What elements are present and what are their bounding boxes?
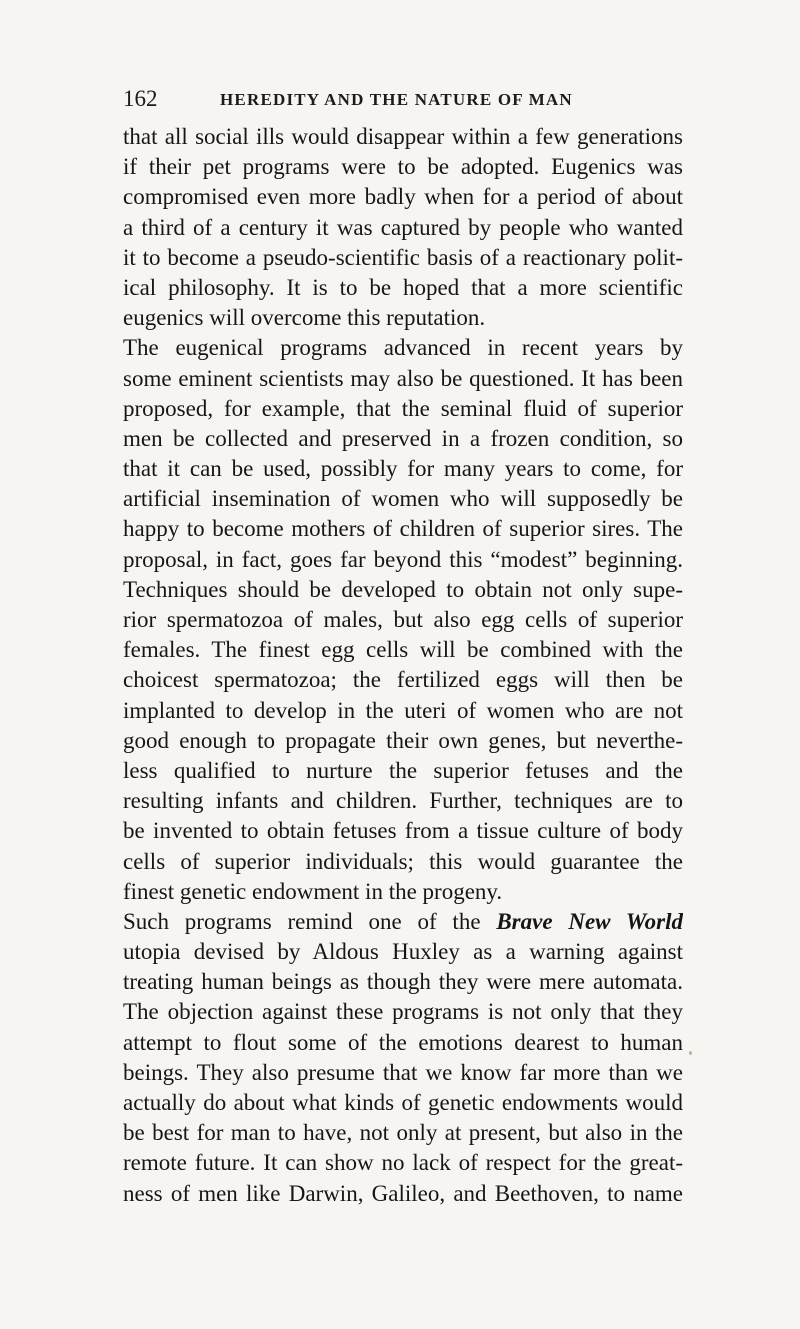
running-head: HEREDITY AND THE NATURE OF MAN: [220, 90, 573, 109]
text-line: The objection against these programs is not only that they: [123, 999, 683, 1025]
text-line-with-title: [123, 907, 683, 937]
text-line: rior spermatozoa of males, but also egg cells of superior: [123, 607, 683, 632]
text-line: that it can be used, possibly for many years to come, for: [123, 456, 683, 482]
text-line: less qualified to nurture the superior fetuses and the: [123, 757, 683, 783]
text-line: remote future. It can show no lack of respect for the great-: [123, 1150, 683, 1176]
page-number: 162: [123, 86, 158, 111]
text-line: choicest spermatozoa; the fertilized eggs will then be: [123, 667, 683, 693]
page-header: [123, 84, 690, 114]
text-line: finest genetic endowment in the progeny.: [123, 878, 503, 904]
text-line: good enough to propagate their own genes, but neverthe-: [123, 727, 683, 753]
text-line: resulting infants and children. Further, techniques are to: [123, 788, 683, 814]
text-line: a third of a century it was captured by people who wanted: [123, 214, 683, 240]
text-line: if their pet programs were to be adopted. Eugenics was: [123, 154, 683, 180]
text-line: cells of superior individuals; this would guarantee the: [123, 848, 683, 874]
text-line: proposed, for example, that the seminal fluid of superior: [123, 395, 683, 421]
text-line: The eugenical programs advanced in recent years by: [123, 335, 683, 361]
text-line: beings. They also presume that we know far more than we: [123, 1059, 683, 1085]
text-line: that all social ills would disappear within a few generations: [123, 124, 683, 149]
body-text: [123, 122, 683, 1209]
line-lead-text: Such programs remind one of the: [123, 908, 497, 934]
text-line: ness of men like Darwin, Galileo, and Beethoven, to name: [123, 1180, 683, 1206]
text-line: some eminent scientists may also be questioned. It has been: [123, 365, 683, 391]
text-line: it to become a pseudo-scientific basis of a reactionary polit-: [123, 244, 683, 270]
text-line: men be collected and preserved in a frozen condition, so: [123, 425, 683, 451]
text-line: females. The finest egg cells will be combined with the: [123, 637, 683, 663]
text-line: utopia devised by Aldous Huxley as a warning against: [123, 939, 683, 965]
text-line: Techniques should be developed to obtain not only supe-: [123, 576, 683, 602]
text-line: be invented to obtain fetuses from a tissue culture of body: [123, 818, 683, 844]
text-line: implanted to develop in the uteri of women who are not: [123, 697, 683, 723]
text-line: artificial insemination of women who will supposedly be: [123, 486, 683, 512]
text-line: proposal, in fact, goes far beyond this “modest” beginning.: [123, 546, 683, 572]
text-line: treating human beings as though they were mere automata.: [123, 969, 683, 995]
paper-speck: [689, 1051, 692, 1055]
text-line: ical philosophy. It is to be hoped that a more scientific: [123, 274, 683, 300]
text-line: compromised even more badly when for a period of about: [123, 184, 683, 210]
text-line: actually do about what kinds of genetic endowments would: [123, 1090, 683, 1115]
italic-book-title: Brave New World: [496, 908, 683, 934]
text-line: be best for man to have, not only at present, but also in the: [123, 1120, 683, 1146]
text-line: eugenics will overcome this reputation.: [123, 305, 486, 331]
text-line: attempt to flout some of the emotions dearest to human: [123, 1029, 683, 1055]
text-line: happy to become mothers of children of superior sires. The: [123, 516, 683, 542]
